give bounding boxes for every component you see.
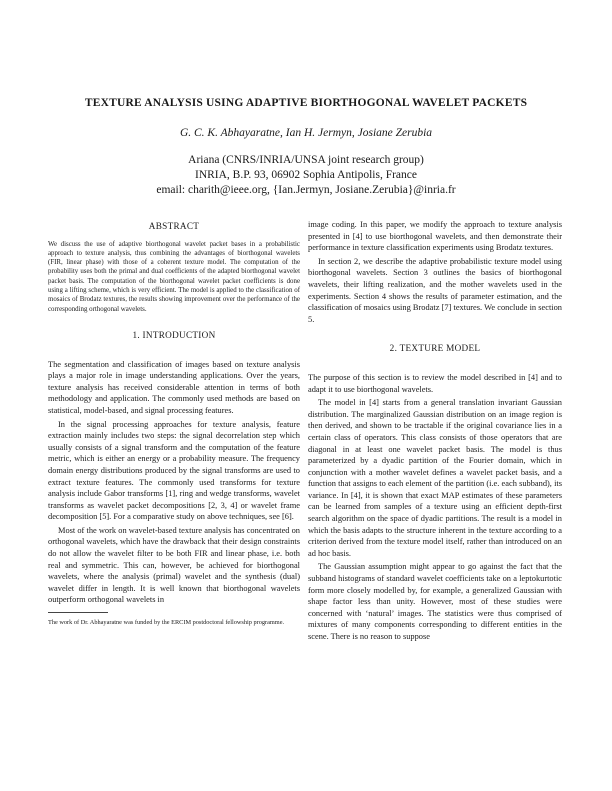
- affiliation-email: email: charith@ieee.org, {Ian.Jermyn, Josiane.Zerubia}@inria.fr: [156, 184, 456, 196]
- footnote: The work of Dr. Abhayaratne was funded by the ERCIM postdoctoral fellowship programme.: [48, 619, 285, 627]
- continuation-paragraph: In section 2, we describe the adaptive probabilistic texture model using biorthogonal wavelets. Section 3 outlines the basics of biorthogonal wavelets, their lifting realization, and the mother wavelets used in the experiments. Section 4 shows the results of parameter estimation, and the classification of mosaics using Brodatz [7] textures. We conclude in section 5.: [308, 256, 562, 324]
- intro-paragraph: In the signal processing approaches for texture analysis, feature extraction mainly includes two steps: the signal decorrelation step which usually consists of a signal transform and the computation of the feature metric, which is either an energy or a probability measure. The frequency domain energy distributions produced by the signal transforms are used to extract texture features. The commonly used transforms for texture analysis include Gabor transforms [1], ring and wedge transforms, wavelet transforms as wavelet packet decompositions [2, 3, 4] or wavelet frame decomposition [5]. For a comparative study on above techniques, see [6].: [48, 419, 300, 522]
- affiliation-address: INRIA, B.P. 93, 06902 Sophia Antipolis, France: [194, 169, 417, 181]
- introduction-heading: 1. INTRODUCTION: [132, 329, 216, 340]
- right-column: [308, 219, 562, 643]
- abstract-heading: ABSTRACT: [148, 221, 200, 231]
- intro-paragraph: Most of the work on wavelet-based texture analysis has concentrated on orthogonal wavelets, which have the drawback that their design constraints do not allow the wavelet filter to be both FIR and linear phase, i.e. both real and symmetric. This can, however, be achieved for biorthogonal wavelets, where the analysis (primal) wavelet and the synthesis (dual) wavelet differ in length. It is well known that biorthogonal wavelets outperform orthogonal wavelets in: [48, 525, 300, 605]
- texture-model-paragraph: The model in [4] starts from a general translation invariant Gaussian distribution. The marginalized Gaussian distribution on an image region is then derived, and shown to be tractable if the original covariance lies in a certain class of operators. This class consists of those operators that are diagonal in at least one wavelet packet basis. The model is thus parameterized by a dyadic partition of the Fourier domain, which in conjunction with a mother wavelet defines a wavelet packet basis, and a function that assigns to each element of the partition (i.e. each subband), its variance. In [4], it is shown that exact MAP estimates of these parameters can be learned from samples of a texture using an efficient depth-first search algorithm on the space of dyadic partitions. The result is a model in which the basis adapts to the structure inherent in the texture according to a criterion derived from the texture model itself, rather than introduced on an ad hoc basis.: [308, 398, 562, 558]
- left-column: [48, 218, 300, 627]
- paper-title: TEXTURE ANALYSIS USING ADAPTIVE BIORTHOGONAL WAVELET PACKETS: [84, 97, 528, 109]
- intro-paragraph: The segmentation and classification of images based on texture analysis plays a major role in image understanding applications. Over the years, texture analysis has received considerable attention in terms of both methodology and application. The commonly used methods are based on statistical, model-based, and signal processing features.: [48, 359, 300, 415]
- affiliation-block: [0, 153, 612, 198]
- texture-model-paragraph: The purpose of this section is to review the model described in [4] and to adapt it to use biorthogonal wavelets.: [308, 372, 562, 394]
- abstract-text: We discuss the use of adaptive biorthogonal wavelet packet bases in a probabilistic approach to texture analysis, thus combining the advantages of biorthogonal wavelets (FIR, linear phase) with those of a coherent texture model. The computation of the probability uses both the primal and dual coefficients of the adapted biorthogonal wavelet packet basis. The computation of the biorthogonal wavelet packet coefficients is done using a lifting scheme, which is very efficient. The model is applied to the classification of mosaics of Brodatz textures, the results showing improvement over the performance of the corresponding orthogonal wavelets.: [48, 240, 300, 313]
- affiliation-group: Ariana (CNRS/INRIA/UNSA joint research group): [188, 154, 424, 166]
- paper-authors: G. C. K. Abhayaratne, Ian H. Jermyn, Josiane Zerubia: [179, 127, 433, 139]
- continuation-paragraph: image coding. In this paper, we modify the approach to texture analysis presented in [4] to use biorthogonal wavelets, and then demonstrate their performance in texture classification experiments using Brodatz textures.: [308, 220, 562, 253]
- texture-model-paragraph: The Gaussian assumption might appear to go against the fact that the subband histograms of standard wavelet coefficients take on a leptokurtotic form more closely modelled by, for example, a generalized Gaussian with shape factor less than unity. However, most of these studies were concerned with ‘natural’ images. The statistics were thus comprised of mixtures of many components corresponding to different entities in the scene. There is no reason to suppose: [308, 562, 562, 641]
- footnote-divider: [48, 612, 108, 613]
- texture-model-heading: 2. TEXTURE MODEL: [389, 343, 481, 354]
